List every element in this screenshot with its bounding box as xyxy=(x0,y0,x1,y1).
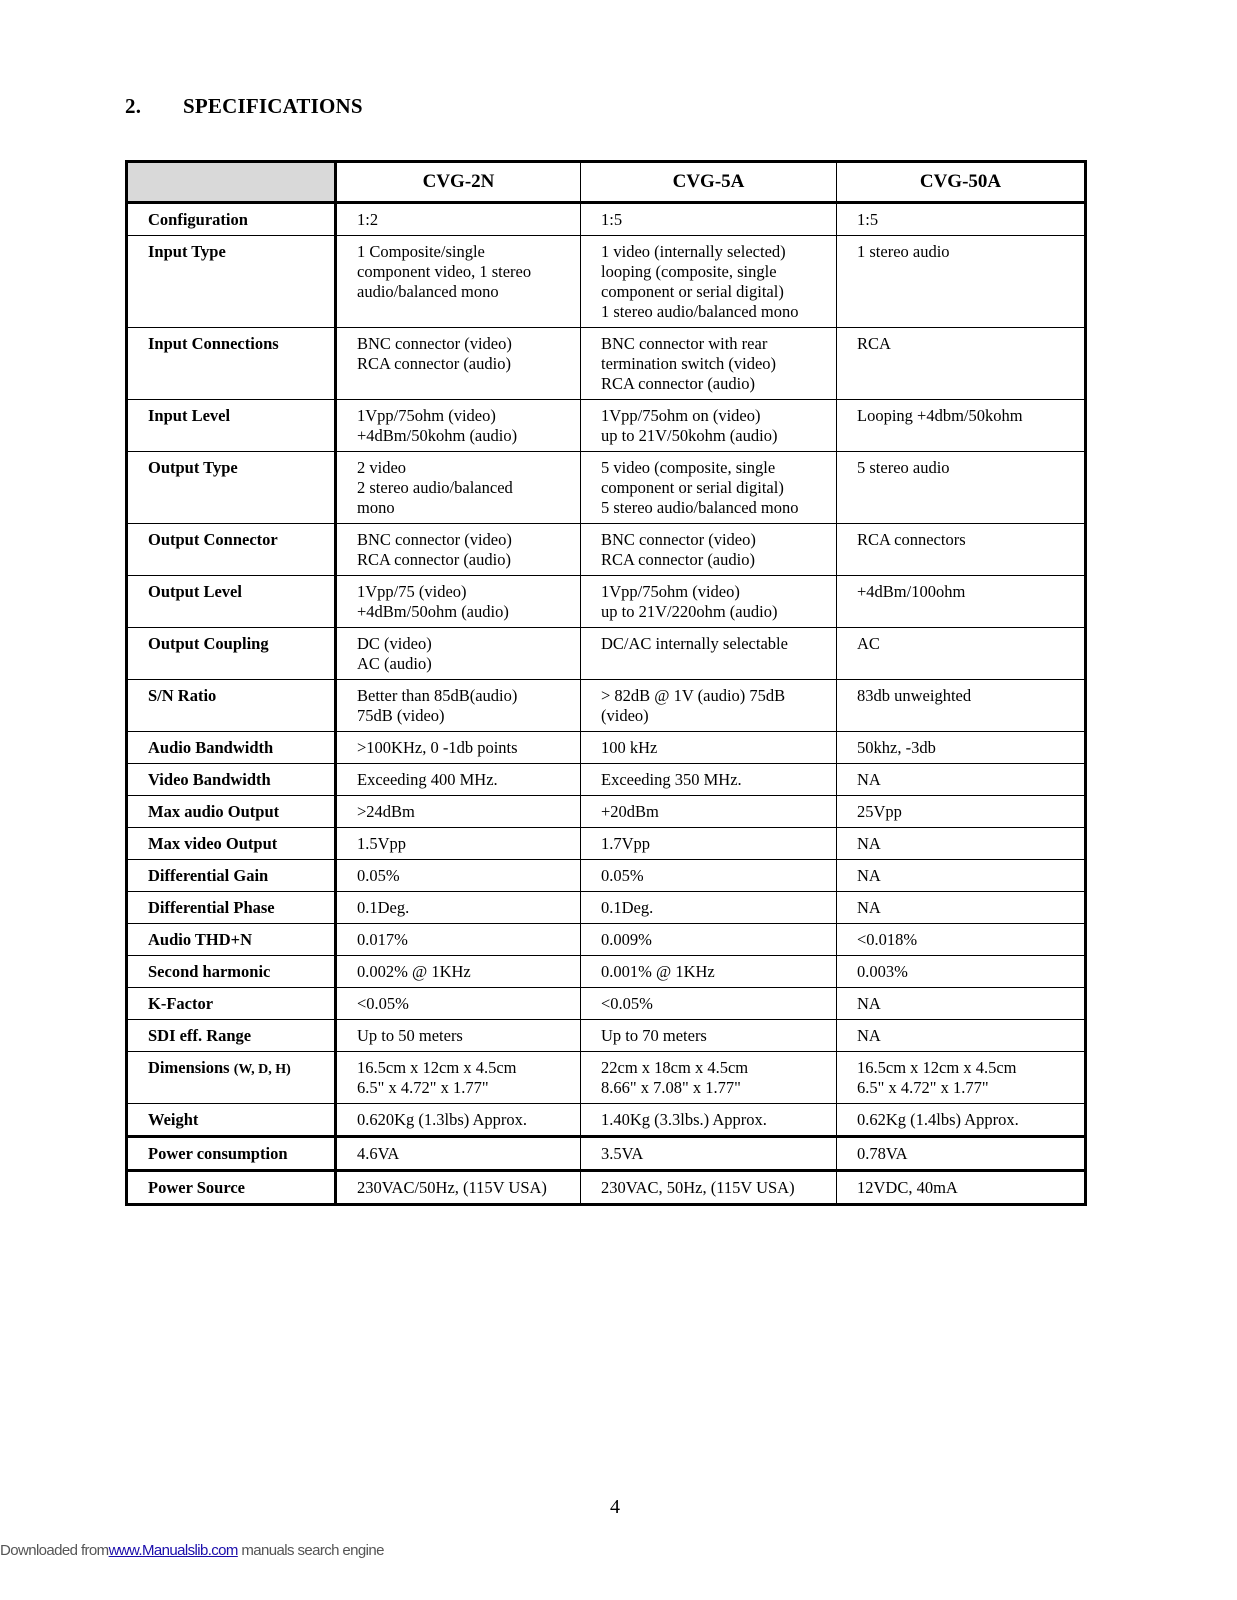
specifications-table-body xyxy=(127,203,1086,1205)
cell-cvg-50a: NA xyxy=(837,892,1086,924)
cell-cvg-50a: RCA connectors xyxy=(837,524,1086,576)
table-row xyxy=(127,680,1086,732)
cell-cvg-5a: 3.5VA xyxy=(581,1137,837,1171)
cell-cvg-2n: <0.05% xyxy=(336,988,581,1020)
row-label xyxy=(127,1020,336,1052)
row-label-text: Output Level xyxy=(148,582,242,601)
cell-cvg-2n: Exceeding 400 MHz. xyxy=(336,764,581,796)
cell-cvg-2n: 0.620Kg (1.3lbs) Approx. xyxy=(336,1104,581,1137)
row-label xyxy=(127,628,336,680)
cell-cvg-2n: Better than 85dB(audio) 75dB (video) xyxy=(336,680,581,732)
cell-cvg-2n: 1.5Vpp xyxy=(336,828,581,860)
cell-cvg-2n: >24dBm xyxy=(336,796,581,828)
row-label-text: Output Coupling xyxy=(148,634,269,653)
row-label-text: Output Type xyxy=(148,458,238,477)
row-label-text: Audio Bandwidth xyxy=(148,738,274,757)
row-label-text: Weight xyxy=(148,1110,199,1129)
row-label xyxy=(127,680,336,732)
cell-cvg-50a: 0.78VA xyxy=(837,1137,1086,1171)
row-label-text: Output Connector xyxy=(148,530,278,549)
table-row xyxy=(127,892,1086,924)
section-heading xyxy=(125,94,363,119)
row-label xyxy=(127,988,336,1020)
row-label xyxy=(127,1137,336,1171)
cell-cvg-2n: 0.017% xyxy=(336,924,581,956)
cell-cvg-5a: 5 video (composite, single component or serial digital) 5 stereo audio/balanced mono xyxy=(581,452,837,524)
row-label-text: Video Bandwidth xyxy=(148,770,271,789)
cell-cvg-5a: 1.7Vpp xyxy=(581,828,837,860)
cell-cvg-50a: NA xyxy=(837,860,1086,892)
table-row xyxy=(127,576,1086,628)
row-label xyxy=(127,524,336,576)
table-row xyxy=(127,956,1086,988)
row-label-text: Input Level xyxy=(148,406,231,425)
cell-cvg-50a: 1:5 xyxy=(837,203,1086,236)
cell-cvg-2n: 1Vpp/75 (video) +4dBm/50ohm (audio) xyxy=(336,576,581,628)
row-label xyxy=(127,576,336,628)
cell-cvg-5a: +20dBm xyxy=(581,796,837,828)
cell-cvg-2n: 0.05% xyxy=(336,860,581,892)
table-row xyxy=(127,400,1086,452)
cell-cvg-50a: Looping +4dbm/50kohm xyxy=(837,400,1086,452)
table-row xyxy=(127,452,1086,524)
cell-cvg-5a: <0.05% xyxy=(581,988,837,1020)
row-label xyxy=(127,732,336,764)
table-row xyxy=(127,628,1086,680)
table-row xyxy=(127,1020,1086,1052)
cell-cvg-5a: 1Vpp/75ohm on (video) up to 21V/50kohm (audio) xyxy=(581,400,837,452)
cell-cvg-2n: 0.1Deg. xyxy=(336,892,581,924)
row-label xyxy=(127,796,336,828)
row-label xyxy=(127,236,336,328)
cell-cvg-50a: NA xyxy=(837,1020,1086,1052)
cell-cvg-50a: NA xyxy=(837,828,1086,860)
cell-cvg-2n: 1:2 xyxy=(336,203,581,236)
row-label-text: Input Connections xyxy=(148,334,279,353)
cell-cvg-50a: NA xyxy=(837,988,1086,1020)
table-row xyxy=(127,1171,1086,1205)
cell-cvg-2n: 16.5cm x 12cm x 4.5cm 6.5" x 4.72" x 1.77" xyxy=(336,1052,581,1104)
row-label xyxy=(127,1052,336,1104)
cell-cvg-5a: 0.009% xyxy=(581,924,837,956)
row-label xyxy=(127,328,336,400)
cell-cvg-50a: 5 stereo audio xyxy=(837,452,1086,524)
cell-cvg-2n: Up to 50 meters xyxy=(336,1020,581,1052)
footer-prefix: Downloaded from xyxy=(0,1542,109,1559)
row-label xyxy=(127,892,336,924)
row-label-text: Power Source xyxy=(148,1178,245,1197)
cell-cvg-2n: 2 video 2 stereo audio/balanced mono xyxy=(336,452,581,524)
row-label-text: Differential Phase xyxy=(148,898,275,917)
row-label-text: Differential Gain xyxy=(148,866,269,885)
cell-cvg-5a: Up to 70 meters xyxy=(581,1020,837,1052)
header-cvg-50a: CVG-50A xyxy=(837,162,1086,203)
table-row xyxy=(127,1104,1086,1137)
footer xyxy=(0,1542,384,1559)
cell-cvg-5a: 1Vpp/75ohm (video) up to 21V/220ohm (audio) xyxy=(581,576,837,628)
header-cvg-5a: CVG-5A xyxy=(581,162,837,203)
table-row xyxy=(127,988,1086,1020)
cell-cvg-50a: 0.62Kg (1.4lbs) Approx. xyxy=(837,1104,1086,1137)
row-label xyxy=(127,400,336,452)
row-label xyxy=(127,924,336,956)
cell-cvg-2n: >100KHz, 0 -1db points xyxy=(336,732,581,764)
header-cvg-2n: CVG-2N xyxy=(336,162,581,203)
row-label xyxy=(127,764,336,796)
cell-cvg-50a: 50khz, -3db xyxy=(837,732,1086,764)
cell-cvg-5a: BNC connector (video) RCA connector (audio) xyxy=(581,524,837,576)
cell-cvg-50a: NA xyxy=(837,764,1086,796)
header-blank-cell xyxy=(127,162,336,203)
row-label-text: Configuration xyxy=(148,210,248,229)
row-label-text: Audio THD+N xyxy=(148,930,253,949)
cell-cvg-5a: 1 video (internally selected) looping (composite, single component or serial digital) 1 stereo audio/balanced mono xyxy=(581,236,837,328)
cell-cvg-50a: 83db unweighted xyxy=(837,680,1086,732)
row-label xyxy=(127,1104,336,1137)
table-row xyxy=(127,1137,1086,1171)
cell-cvg-5a: Exceeding 350 MHz. xyxy=(581,764,837,796)
cell-cvg-50a: RCA xyxy=(837,328,1086,400)
section-title: SPECIFICATIONS xyxy=(183,94,363,118)
table-row xyxy=(127,764,1086,796)
row-label-text: Power consumption xyxy=(148,1144,288,1163)
cell-cvg-50a: 12VDC, 40mA xyxy=(837,1171,1086,1205)
manualslib-link[interactable]: www.Manualslib.com xyxy=(108,1542,238,1559)
table-row xyxy=(127,524,1086,576)
cell-cvg-50a: 1 stereo audio xyxy=(837,236,1086,328)
table-row xyxy=(127,236,1086,328)
cell-cvg-50a: +4dBm/100ohm xyxy=(837,576,1086,628)
row-label-text: Max audio Output xyxy=(148,802,280,821)
cell-cvg-50a: 16.5cm x 12cm x 4.5cm 6.5" x 4.72" x 1.77" xyxy=(837,1052,1086,1104)
row-label-text: SDI eff. Range xyxy=(148,1026,252,1045)
cell-cvg-5a: BNC connector with rear termination switch (video) RCA connector (audio) xyxy=(581,328,837,400)
table-row xyxy=(127,1052,1086,1104)
cell-cvg-5a: 100 kHz xyxy=(581,732,837,764)
cell-cvg-2n: 0.002% @ 1KHz xyxy=(336,956,581,988)
cell-cvg-5a: DC/AC internally selectable xyxy=(581,628,837,680)
table-row xyxy=(127,860,1086,892)
page-number: 4 xyxy=(610,1496,620,1518)
row-label xyxy=(127,860,336,892)
row-label-text: S/N Ratio xyxy=(148,686,217,705)
row-label xyxy=(127,203,336,236)
cell-cvg-2n: 4.6VA xyxy=(336,1137,581,1171)
cell-cvg-5a: 0.05% xyxy=(581,860,837,892)
row-label-text: Dimensions xyxy=(148,1058,230,1077)
cell-cvg-5a: 230VAC, 50Hz, (115V USA) xyxy=(581,1171,837,1205)
specifications-table xyxy=(125,160,1087,1206)
table-row xyxy=(127,828,1086,860)
row-label-text: Second harmonic xyxy=(148,962,271,981)
cell-cvg-2n: DC (video) AC (audio) xyxy=(336,628,581,680)
cell-cvg-50a: <0.018% xyxy=(837,924,1086,956)
cell-cvg-5a: 22cm x 18cm x 4.5cm 8.66" x 7.08" x 1.77" xyxy=(581,1052,837,1104)
cell-cvg-50a: 25Vpp xyxy=(837,796,1086,828)
table-row xyxy=(127,796,1086,828)
table-header-row xyxy=(127,162,1086,203)
cell-cvg-50a: AC xyxy=(837,628,1086,680)
section-number: 2. xyxy=(125,94,142,118)
table-row xyxy=(127,924,1086,956)
cell-cvg-2n: 1Vpp/75ohm (video) +4dBm/50kohm (audio) xyxy=(336,400,581,452)
row-label-suffix: (W, D, H) xyxy=(233,1062,291,1077)
row-label xyxy=(127,956,336,988)
table-row xyxy=(127,732,1086,764)
cell-cvg-50a: 0.003% xyxy=(837,956,1086,988)
cell-cvg-5a: 1.40Kg (3.3lbs.) Approx. xyxy=(581,1104,837,1137)
row-label xyxy=(127,1171,336,1205)
cell-cvg-5a: 0.001% @ 1KHz xyxy=(581,956,837,988)
cell-cvg-2n: BNC connector (video) RCA connector (audio) xyxy=(336,328,581,400)
cell-cvg-5a: > 82dB @ 1V (audio) 75dB (video) xyxy=(581,680,837,732)
row-label-text: Max video Output xyxy=(148,834,278,853)
cell-cvg-2n: 1 Composite/single component video, 1 stereo audio/balanced mono xyxy=(336,236,581,328)
row-label xyxy=(127,828,336,860)
footer-suffix: manuals search engine xyxy=(237,1542,384,1559)
table-row xyxy=(127,203,1086,236)
table-row xyxy=(127,328,1086,400)
row-label-text: K-Factor xyxy=(148,994,214,1013)
cell-cvg-5a: 0.1Deg. xyxy=(581,892,837,924)
cell-cvg-2n: 230VAC/50Hz, (115V USA) xyxy=(336,1171,581,1205)
row-label-text: Input Type xyxy=(148,242,226,261)
row-label xyxy=(127,452,336,524)
cell-cvg-5a: 1:5 xyxy=(581,203,837,236)
cell-cvg-2n: BNC connector (video) RCA connector (audio) xyxy=(336,524,581,576)
